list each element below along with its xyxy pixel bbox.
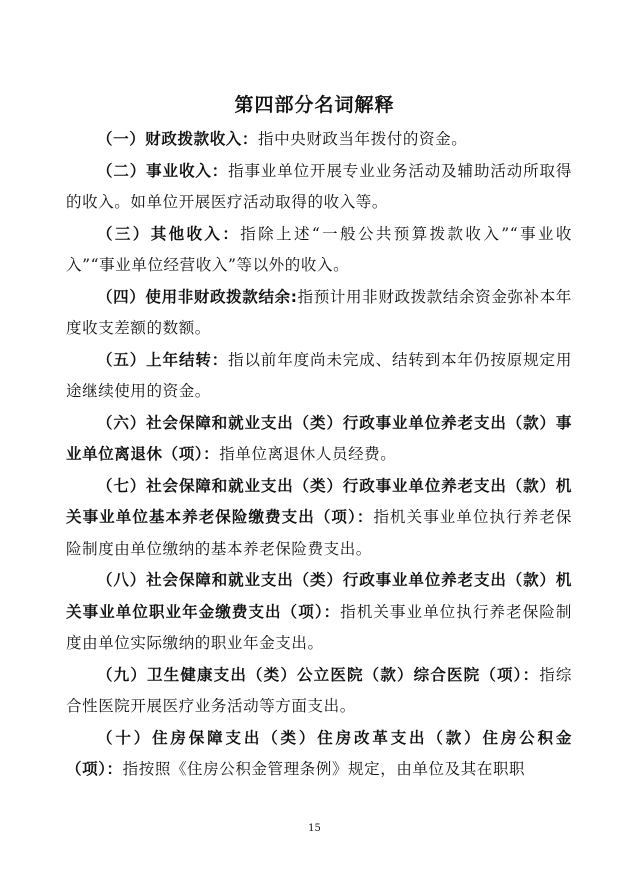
glossary-term: （七）社会保障和就业支出（类）行政事业单位养老支出（款）机关事业单位基本养老保险缴费支出（项）： [66,476,572,526]
page-number: 15 [308,823,321,834]
glossary-item-7 [66,471,572,566]
glossary-term: （一）财政拨款收入： [97,130,259,148]
glossary-term: （十）住房保障支出（类）住房改革支出（款）住房公积金（项）： [66,728,572,778]
glossary-item-5 [66,345,572,408]
page-title: 第四部分名词解释 [234,94,395,116]
glossary-definition: 指中央财政当年拨付的资金。 [258,130,468,148]
glossary-definition: 指以前年度尚未完成、结转到本年仍按原规定用途继续使用的资金。 [66,350,572,400]
glossary-definition: 指按照《住房公积金管理条例》规定，由单位及其在职职 [122,760,526,778]
glossary-term: （九）卫生健康支出（类）公立医院（款）综合医院（项）： [97,665,540,684]
glossary-body [66,124,572,786]
glossary-definition: 指单位离退休人员经费。 [219,445,397,463]
glossary-term: （八）社会保障和就业支出（类）行政事业单位养老支出（款）机关事业单位职业年金缴费支出（项）： [66,571,572,621]
glossary-item-1 [66,124,572,156]
glossary-term: （四）使用非财政拨款结余: [97,287,298,306]
glossary-definition: 指综合性医院开展医疗业务活动等方面支出。 [66,665,573,715]
glossary-item-10 [66,723,572,786]
glossary-item-8 [66,565,572,660]
glossary-item-9 [66,660,572,723]
glossary-item-3 [66,219,572,282]
glossary-definition: 指机关事业单位执行养老保险制度由单位缴纳的基本养老保险费支出。 [66,508,573,558]
glossary-term: （三）其他收入： [97,224,241,243]
glossary-term: （二）事业收入： [97,161,229,180]
glossary-term: （五）上年结转： [97,350,229,369]
glossary-item-6 [66,408,572,471]
glossary-definition: 指除上述“一般公共预算拨款收入”“事业收入”“事业单位经营收入”等以外的收入。 [66,224,572,274]
glossary-definition: 指机关事业单位执行养老保险制度由单位实际缴纳的职业年金支出。 [66,602,572,652]
glossary-definition: 指事业单位开展专业业务活动及辅助活动所取得的收入。如单位开展医疗活动取得的收入等。 [66,161,572,211]
glossary-item-4 [66,282,572,345]
glossary-item-2 [66,156,572,219]
glossary-definition: 指预计用非财政拨款结余资金弥补本年度收支差额的数额。 [66,287,573,337]
glossary-term: （六）社会保障和就业支出（类）行政事业单位养老支出（款）事业单位离退休（项）： [66,413,572,463]
